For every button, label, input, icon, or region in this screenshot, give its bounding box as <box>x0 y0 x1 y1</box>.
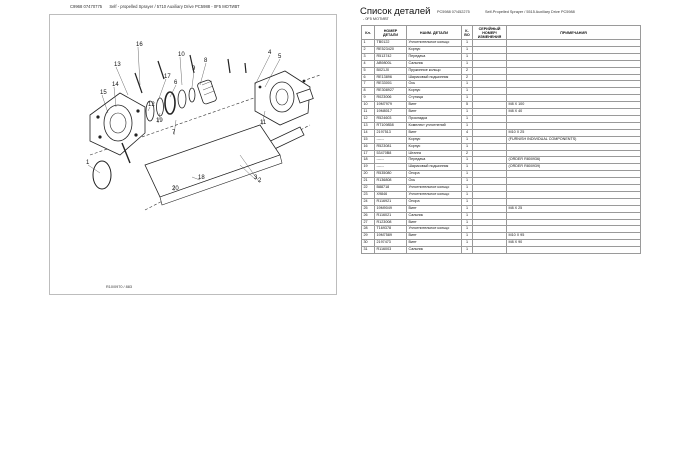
cell-serial <box>473 198 507 205</box>
cell-qty: 1 <box>462 157 473 164</box>
table-row[interactable] <box>362 60 641 67</box>
cell-serial <box>473 122 507 129</box>
cell-serial <box>473 150 507 157</box>
cell-serial <box>473 129 507 136</box>
table-row[interactable] <box>362 233 641 240</box>
cell-part-no: R116921 <box>375 198 407 205</box>
table-row[interactable] <box>362 122 641 129</box>
table-row[interactable] <box>362 171 641 178</box>
cell-key: 27 <box>362 219 375 226</box>
callout-number: 13 <box>114 62 121 68</box>
callout-number: 6 <box>174 80 178 86</box>
cell-serial <box>473 247 507 254</box>
cell-key: 6 <box>362 74 375 81</box>
cell-key: 19 <box>362 164 375 171</box>
cell-key: 15 <box>362 136 375 143</box>
cell-key: 17 <box>362 150 375 157</box>
cell-serial <box>473 136 507 143</box>
cell-qty: 1 <box>462 95 473 102</box>
parts-list-title: Список деталей <box>360 6 431 17</box>
callout-number: 8 <box>204 58 208 64</box>
table-row[interactable] <box>362 81 641 88</box>
table-row[interactable] <box>362 191 641 198</box>
parts-table-header-row <box>362 26 641 40</box>
cell-key: 11 <box>362 109 375 116</box>
table-row[interactable] <box>362 102 641 109</box>
cell-key: 31 <box>362 247 375 254</box>
cell-part-name: Винт <box>407 233 462 240</box>
cell-key: 30 <box>362 240 375 247</box>
cell-part-no: R524603 <box>375 115 407 122</box>
cell-serial <box>473 191 507 198</box>
cell-qty: 1 <box>462 164 473 171</box>
cell-part-no: R023006 <box>375 95 407 102</box>
cell-key: 28 <box>362 226 375 233</box>
cell-part-no: R123008 <box>375 219 407 226</box>
cell-notes: M8 X 25 <box>507 205 641 212</box>
callout-number: 20 <box>172 186 179 192</box>
cell-key: 4 <box>362 60 375 67</box>
cell-part-no: RT109858 <box>375 122 407 129</box>
cell-notes <box>507 60 641 67</box>
cell-qty: 1 <box>462 88 473 95</box>
cell-part-name: Винт <box>407 102 462 109</box>
cell-serial <box>473 60 507 67</box>
cell-part-no: R535080 <box>375 171 407 178</box>
parts-table-body <box>362 40 641 254</box>
cell-qty: 1 <box>462 178 473 185</box>
cell-key: 22 <box>362 185 375 192</box>
cell-notes: M8 X 100 <box>507 102 641 109</box>
cell-serial <box>473 164 507 171</box>
callout-number: 1 <box>86 160 90 166</box>
callout-number: 11 <box>260 120 267 126</box>
cell-serial <box>473 67 507 74</box>
cell-notes <box>507 122 641 129</box>
callout-number: 15 <box>100 90 107 96</box>
cell-serial <box>473 53 507 60</box>
cell-qty: 1 <box>462 136 473 143</box>
cell-serial <box>473 109 507 116</box>
cell-notes <box>507 185 641 192</box>
cell-notes <box>507 171 641 178</box>
cell-qty: 2 <box>462 150 473 157</box>
cell-part-name: Ступица <box>407 95 462 102</box>
cell-notes <box>507 40 641 47</box>
cell-part-no: 19M8017 <box>375 109 407 116</box>
cell-serial <box>473 115 507 122</box>
table-row[interactable] <box>362 212 641 219</box>
cell-key: 14 <box>362 129 375 136</box>
cell-key: 21 <box>362 178 375 185</box>
table-row[interactable] <box>362 115 641 122</box>
cell-serial <box>473 240 507 247</box>
callout-leader-line <box>180 57 182 85</box>
cell-part-name: Уплотнительное кольцо <box>407 185 462 192</box>
cell-key: 2 <box>362 46 375 53</box>
cell-part-name: Винт <box>407 205 462 212</box>
cell-part-name: Пружинное кольцо <box>407 67 462 74</box>
table-row[interactable] <box>362 46 641 53</box>
callout-number: 19 <box>156 118 163 124</box>
cell-part-no: RE308927 <box>375 88 407 95</box>
table-row[interactable] <box>362 178 641 185</box>
cell-qty: 1 <box>462 109 473 116</box>
cell-part-name: Сальник <box>407 212 462 219</box>
cell-qty: 2 <box>462 74 473 81</box>
col-header-key: Кл. <box>362 26 375 40</box>
cell-part-no: ------ <box>375 164 407 171</box>
cell-part-name: Корпус <box>407 88 462 95</box>
cell-key: 5 <box>362 67 375 74</box>
cell-serial <box>473 74 507 81</box>
cell-key: 20 <box>362 171 375 178</box>
callout-number: 3 <box>254 175 258 181</box>
cell-part-name: Уплотнительное кольцо <box>407 191 462 198</box>
cell-part-no: T169378 <box>375 226 407 233</box>
cell-key: 26 <box>362 212 375 219</box>
parts-list-subtitle: - 0F5 МОТИВТ <box>363 17 389 21</box>
cell-part-no: 19M7979 <box>375 102 407 109</box>
cell-qty: 1 <box>462 240 473 247</box>
cell-serial <box>473 40 507 47</box>
cell-serial <box>473 205 507 212</box>
diagram-header <box>70 4 246 9</box>
cell-part-no: R116003 <box>375 247 407 254</box>
cell-serial <box>473 95 507 102</box>
cell-qty: 1 <box>462 191 473 198</box>
parts-list-code: PC5988 07/452275 <box>437 10 470 14</box>
cell-qty: 1 <box>462 81 473 88</box>
table-row[interactable] <box>362 205 641 212</box>
table-row[interactable] <box>362 53 641 60</box>
diagram-caption: R10/0970 / 883 <box>106 285 132 289</box>
cell-qty: 1 <box>462 212 473 219</box>
cell-part-name: Винт <box>407 240 462 247</box>
cell-notes <box>507 198 641 205</box>
cell-notes: M10 X 95 <box>507 233 641 240</box>
table-row[interactable] <box>362 40 641 47</box>
cell-notes <box>507 143 641 150</box>
cell-part-name: Комплект уплотнений <box>407 122 462 129</box>
cell-part-name: Ось <box>407 81 462 88</box>
cell-part-name: Опора <box>407 171 462 178</box>
cell-qty: 1 <box>462 143 473 150</box>
table-row[interactable] <box>362 219 641 226</box>
cell-notes: M10 X 25 <box>507 129 641 136</box>
callout-number: 16 <box>136 42 143 48</box>
cell-notes: (ORDER R800939) <box>507 164 641 171</box>
cell-part-no: ------ <box>375 136 407 143</box>
callout-number: 10 <box>178 52 185 58</box>
diagram-header-desc: Self - propelled Sprayer / 5710 Auxiliary Drive PC5988 - 0F5 МОТИВТ <box>109 4 240 9</box>
cell-part-name: Винт <box>407 109 462 116</box>
cell-key: 23 <box>362 191 375 198</box>
lower-housing-part <box>145 125 282 205</box>
cell-qty: 1 <box>462 205 473 212</box>
cell-part-name: Сальник <box>407 60 462 67</box>
exploded-diagram-panel <box>49 14 337 295</box>
callout-number: 9 <box>192 66 196 72</box>
callout-number: 17 <box>164 74 171 80</box>
cell-qty: 1 <box>462 53 473 60</box>
cell-key: 12 <box>362 115 375 122</box>
cell-notes <box>507 247 641 254</box>
callout-leader-line <box>88 165 100 173</box>
cell-serial <box>473 233 507 240</box>
cell-part-no: RE33001 <box>375 81 407 88</box>
o-ring-part <box>93 161 111 189</box>
cell-serial <box>473 178 507 185</box>
table-row[interactable] <box>362 150 641 157</box>
cell-part-no: 2197473 <box>375 240 407 247</box>
cell-notes <box>507 191 641 198</box>
col-header-qty: К-ВО <box>462 26 473 40</box>
cell-qty: 1 <box>462 247 473 254</box>
cell-part-no: R523081 <box>375 143 407 150</box>
callout-number: 12 <box>148 102 155 108</box>
cell-part-name: Корпус <box>407 136 462 143</box>
cell-part-no: ------ <box>375 157 407 164</box>
cell-key: 24 <box>362 198 375 205</box>
cell-qty: 1 <box>462 46 473 53</box>
table-row[interactable] <box>362 226 641 233</box>
table-row[interactable] <box>362 143 641 150</box>
cell-qty: 1 <box>462 115 473 122</box>
cell-part-name: Опора <box>407 198 462 205</box>
cell-qty: 1 <box>462 219 473 226</box>
cell-key: 25 <box>362 205 375 212</box>
callout-number: 14 <box>112 82 119 88</box>
cell-part-no: RE523420 <box>375 46 407 53</box>
upper-gear-part <box>197 79 217 104</box>
col-header-serial: СЕРИЙНЫЙ НОМЕР/ИЗМЕНЕНИЯ <box>473 26 507 40</box>
cell-notes <box>507 219 641 226</box>
cell-key: 18 <box>362 157 375 164</box>
cell-notes <box>507 53 641 60</box>
cell-part-no: AB9800L <box>375 60 407 67</box>
cell-part-name: Передача <box>407 157 462 164</box>
cell-qty: 1 <box>462 122 473 129</box>
callout-number: 7 <box>172 130 176 136</box>
cell-serial <box>473 185 507 192</box>
cell-serial <box>473 226 507 233</box>
cell-part-name: Сальник <box>407 247 462 254</box>
cell-notes <box>507 81 641 88</box>
cell-notes: (FURNISH INDIVIDUAL COMPONENTS) <box>507 136 641 143</box>
cell-part-name: Винт <box>407 129 462 136</box>
cell-key: 10 <box>362 102 375 109</box>
cell-part-name: Шариковый подшипник <box>407 164 462 171</box>
table-row[interactable] <box>362 247 641 254</box>
cell-serial <box>473 88 507 95</box>
cell-serial <box>473 46 507 53</box>
cell-part-name: Винт <box>407 219 462 226</box>
cell-notes <box>507 88 641 95</box>
cell-part-name: Корпус <box>407 143 462 150</box>
callout-number: 5 <box>278 54 282 60</box>
table-row[interactable] <box>362 240 641 247</box>
callout-leader-line <box>192 71 194 87</box>
table-row[interactable] <box>362 74 641 81</box>
cell-part-no: 19M9049 <box>375 205 407 212</box>
cell-part-name: Прокладка <box>407 115 462 122</box>
callout-number: 18 <box>198 175 205 181</box>
cell-qty: 2 <box>462 67 473 74</box>
cell-part-no: RE13896 <box>375 74 407 81</box>
cell-key: 7 <box>362 81 375 88</box>
cell-notes <box>507 178 641 185</box>
cell-notes <box>507 67 641 74</box>
cell-part-name: Ось <box>407 178 462 185</box>
table-row[interactable] <box>362 129 641 136</box>
cell-notes: (ORDER R800936) <box>507 157 641 164</box>
cell-key: 3 <box>362 53 375 60</box>
cell-notes <box>507 150 641 157</box>
cell-serial <box>473 143 507 150</box>
cell-part-name: Уплотнительное кольцо <box>407 40 462 47</box>
cell-qty: 1 <box>462 40 473 47</box>
cell-serial <box>473 212 507 219</box>
table-row[interactable] <box>362 88 641 95</box>
cell-part-no: R136808 <box>375 178 407 185</box>
cell-part-no: R116021 <box>375 212 407 219</box>
cell-part-no: X9846 <box>375 191 407 198</box>
callout-number: 4 <box>268 50 272 56</box>
cell-key: 29 <box>362 233 375 240</box>
cell-qty: 4 <box>462 129 473 136</box>
callout-leader-line <box>116 67 128 95</box>
cell-part-no: B88718 <box>375 185 407 192</box>
cell-notes <box>507 212 641 219</box>
cell-qty: 1 <box>462 185 473 192</box>
diagram-header-code: C9968 07470775 <box>70 4 103 9</box>
parts-list-desc: Self-Propelled Sprayer / 5515 Auxiliary Drive PC5988 <box>485 10 575 14</box>
cell-part-name: Корпус <box>407 46 462 53</box>
cell-notes <box>507 46 641 53</box>
table-row[interactable] <box>362 109 641 116</box>
table-row[interactable] <box>362 136 641 143</box>
table-row[interactable] <box>362 67 641 74</box>
cell-key: 9 <box>362 95 375 102</box>
cell-part-no: B021J0 <box>375 67 407 74</box>
callout-leader-line <box>138 47 140 85</box>
cell-serial <box>473 157 507 164</box>
cell-part-name: Уплотнительное кольцо <box>407 226 462 233</box>
cell-key: 13 <box>362 122 375 129</box>
cell-qty: 1 <box>462 198 473 205</box>
cell-qty: 1 <box>462 226 473 233</box>
table-row[interactable] <box>362 185 641 192</box>
cell-serial <box>473 102 507 109</box>
cell-key: 16 <box>362 143 375 150</box>
cell-part-no: 53470B8 <box>375 150 407 157</box>
cell-notes <box>507 95 641 102</box>
cell-key: 8 <box>362 88 375 95</box>
table-row[interactable] <box>362 157 641 164</box>
upper-housing-part <box>90 93 145 155</box>
cell-notes <box>507 226 641 233</box>
cell-notes <box>507 74 641 81</box>
cell-part-no: 19M7589 <box>375 233 407 240</box>
cell-serial <box>473 171 507 178</box>
cell-serial <box>473 219 507 226</box>
cell-notes <box>507 115 641 122</box>
table-row[interactable] <box>362 164 641 171</box>
col-header-notes: ПРИМЕЧАНИЯ <box>507 26 641 40</box>
cell-qty: 1 <box>462 171 473 178</box>
cell-part-no: TB0122 <box>375 40 407 47</box>
parts-table <box>361 25 641 254</box>
cell-part-name: Передача <box>407 53 462 60</box>
callout-number: 2 <box>258 178 262 184</box>
table-row[interactable] <box>362 198 641 205</box>
cell-qty: 1 <box>462 233 473 240</box>
cell-key: 1 <box>362 40 375 47</box>
col-header-part-name: НАИМ. ДЕТАЛИ <box>407 26 462 40</box>
cell-part-no: 2197513 <box>375 129 407 136</box>
cell-part-name: Штанга <box>407 150 462 157</box>
cell-part-name: Шариковый подшипник <box>407 74 462 81</box>
table-row[interactable] <box>362 95 641 102</box>
cell-qty: 5 <box>462 102 473 109</box>
cell-notes: M8 X 90 <box>507 240 641 247</box>
cell-part-no: R513742 <box>375 53 407 60</box>
cell-serial <box>473 81 507 88</box>
top-bolts <box>135 55 246 93</box>
cell-notes: M8 X 40 <box>507 109 641 116</box>
col-header-part-no: НОМЕР ДЕТАЛИ <box>375 26 407 40</box>
cell-qty: 1 <box>462 60 473 67</box>
exploded-diagram <box>50 15 336 294</box>
